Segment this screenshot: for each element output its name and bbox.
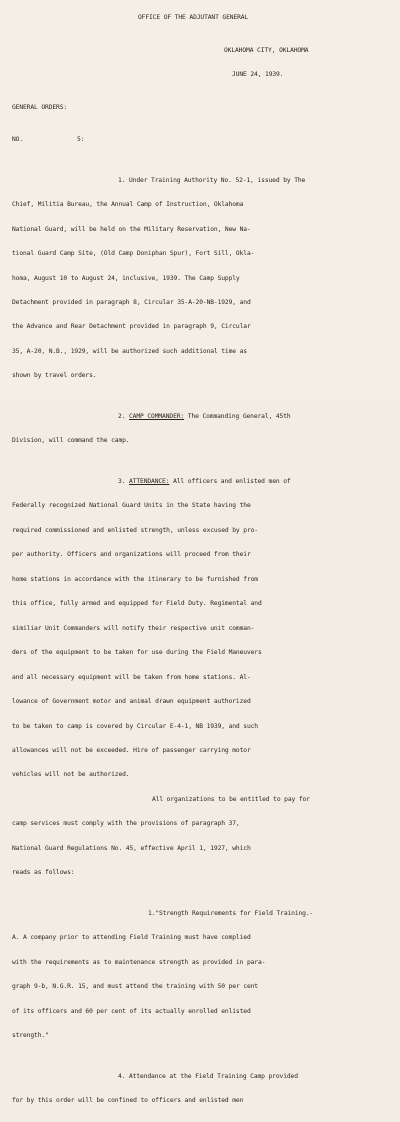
location-line: OKLAHOMA CITY, OKLAHOMA — [224, 46, 309, 54]
orders-number-line — [0, 136, 313, 144]
paragraph-2-first-text: The Commanding General, 45th — [187, 412, 291, 420]
paragraph-line: tional Guard Camp Site, (Old Camp Doniphan Spur), Fort Sill, Okla- — [12, 250, 255, 258]
paragraph-3-first-line — [0, 478, 313, 486]
paragraph-line: reads as follows: — [12, 869, 75, 877]
paragraph-line: Federally recognized National Guard Units in the State having the — [12, 502, 251, 510]
orders-heading: GENERAL ORDERS: — [12, 103, 68, 111]
paragraph-line: similiar Unit Commanders will notify their respective unit comman- — [12, 624, 255, 632]
paragraph-line: required commissioned and enlisted strength, unless excused by pro- — [12, 526, 258, 534]
paragraph-2-first-line — [0, 413, 313, 421]
paragraph-line: Detachment provided in paragraph 8, Circular 35-A-20-NB-1929, and — [12, 299, 251, 306]
paragraph-line: shown by travel orders. — [12, 372, 97, 380]
paragraph-line: National Guard Regulations No. 45, effective April 1, 1927, which — [12, 844, 251, 852]
paragraph-line: Chief, Militia Bureau, the Annual Camp of Instruction, Oklahoma — [12, 201, 244, 209]
quote-line: 1."Strength Requirements for Field Training.- — [148, 909, 314, 917]
paragraph-line: ders of the equipment to be taken for use during the Field Maneuvers — [12, 649, 262, 657]
paragraph-3-number: 3. — [118, 478, 126, 486]
paragraph-line: 1. Under Training Authority No. 52-1, issued by The — [118, 176, 306, 184]
paragraph-line: homa, August 10 to August 24, inclusive, 1939. The Camp Supply — [12, 274, 240, 282]
date-line: JUNE 24, 1939. — [232, 71, 284, 79]
paragraph-line: home stations in accordance with the itinerary to be furnished from — [12, 575, 258, 583]
quote-line: with the requirements as to maintenance strength as provided in para- — [12, 958, 266, 966]
attendance-heading: ATTENDANCE: — [129, 478, 170, 486]
paragraph-line: allowances will not be exceeded. Hire of passenger carrying motor — [12, 747, 251, 755]
orders-number: 5: — [77, 136, 85, 144]
paragraph-line: the Advance and Rear Detachment provided in paragraph 9, Circular — [12, 323, 251, 331]
paragraph-line: for by this order will be confined to officers and enlisted men — [12, 1097, 244, 1105]
paragraph-line: Division, will command the camp. — [12, 437, 130, 445]
paragraph-line: All organizations to be entitled to pay for — [152, 795, 310, 803]
paragraph-3-first-text: All officers and enlisted men of — [173, 478, 291, 486]
paragraph-line: and all necessary equipment will be taken from home stations. Al- — [12, 673, 251, 681]
paragraph-line: vehicles will not be authorized. — [12, 771, 130, 779]
paragraph-line: this office, fully armed and equipped for Field Duty. Regimental and — [12, 600, 262, 608]
paragraph-line: National Guard, will be held on the Military Reservation, New Na- — [12, 225, 251, 233]
paragraph-2-number: 2. — [118, 412, 126, 420]
quote-line: of its officers and 60 per cent of its actually enrolled enlisted — [12, 1007, 251, 1015]
paragraph-line: 4. Attendance at the Field Training Camp provided — [118, 1072, 298, 1080]
paragraph-line: per authority. Officers and organizations will proceed from their — [12, 551, 251, 559]
paragraph-line: lowance of Government motor and animal drawn equipment authorized — [12, 698, 251, 706]
paragraph-line: to be taken to camp is covered by Circular E-4-1, NB 1939, and such — [12, 722, 258, 730]
quote-line: graph 9-b, N.G.R. 15, and must attend the training with 50 per cent — [12, 983, 258, 991]
office-header: OFFICE OF THE ADJUTANT GENERAL — [138, 14, 249, 22]
quote-line: strength." — [12, 1032, 49, 1040]
paragraph-line: camp services must comply with the provisions of paragraph 37, — [12, 820, 240, 828]
paragraph-line: 35, A-20, N.B., 1929, will be authorized such additional time as — [12, 347, 247, 355]
orders-number-label: NO. — [12, 136, 24, 144]
camp-commander-heading: CAMP COMMANDER: — [129, 412, 185, 420]
quote-line: A. A company prior to attending Field Training must have complied — [12, 934, 251, 942]
